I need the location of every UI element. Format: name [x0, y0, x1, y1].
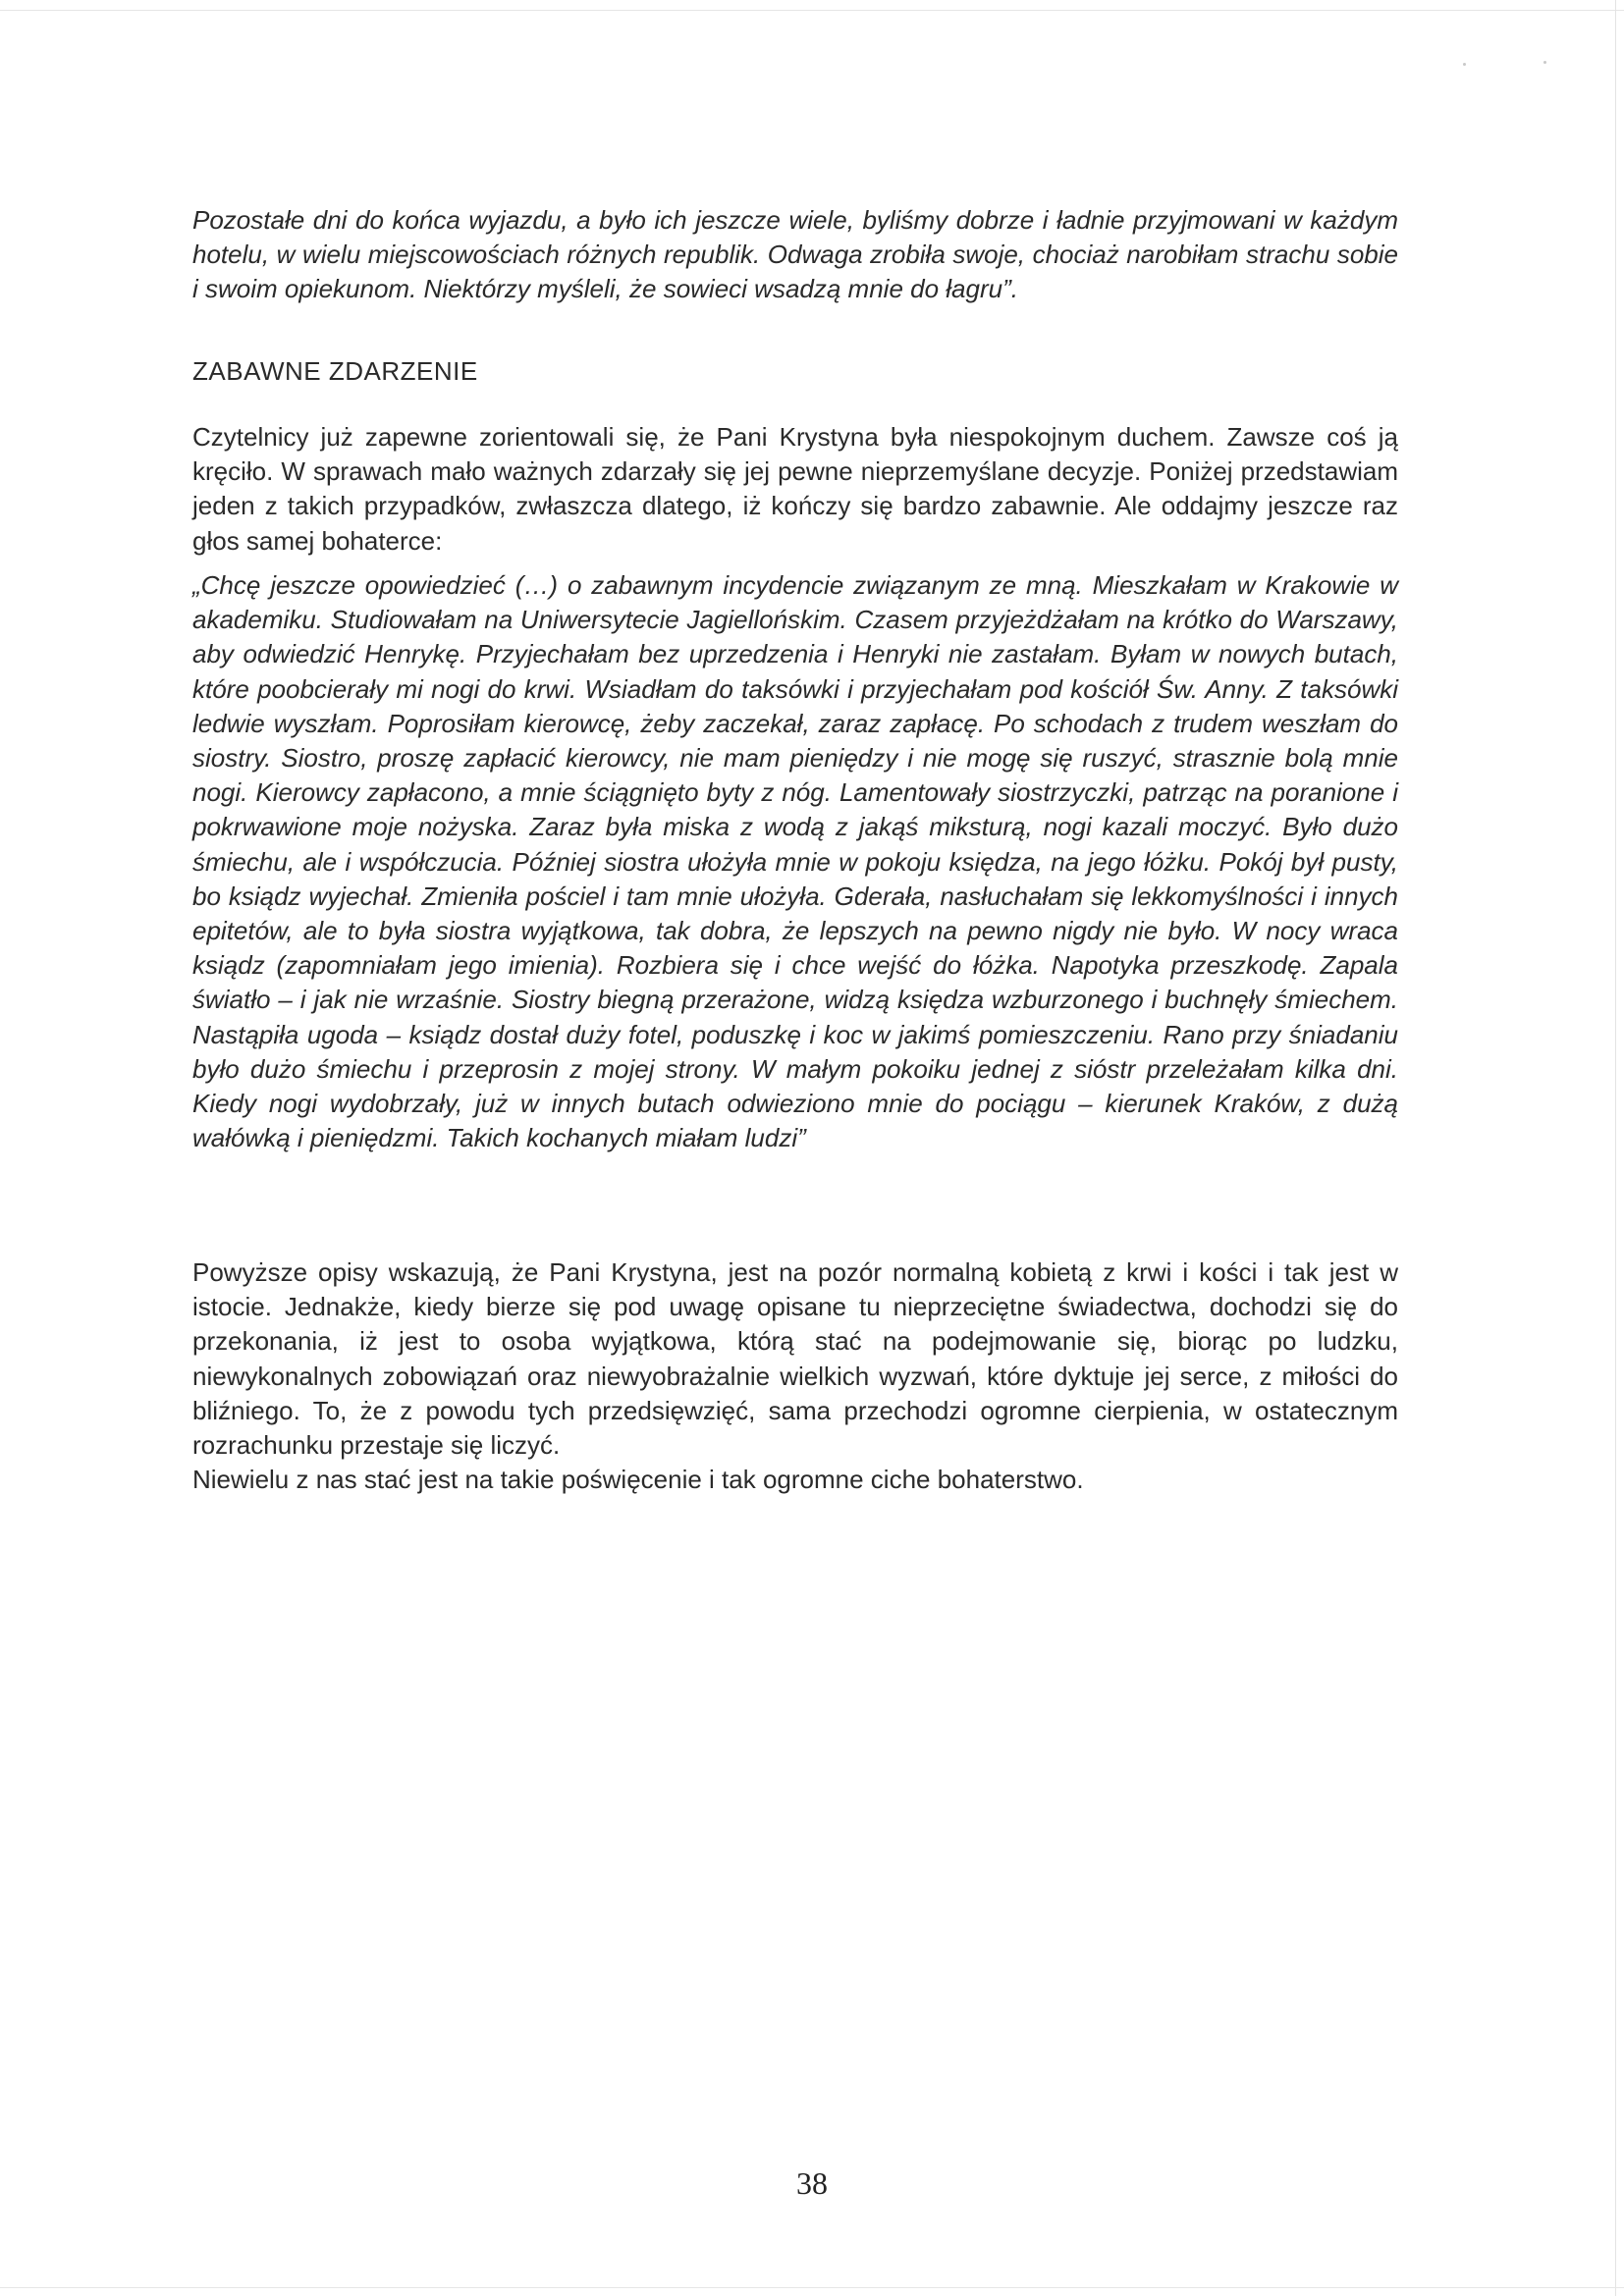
section-intro-text: Czytelnicy już zapewne zorientowali się, że Pani Krystyna była niespokojnym duchem. Zawsze coś ją kręciło. W sprawach mało ważnych zdarzały się jej pewne nieprzemyślane decyzje. Poniżej przedstawiam jeden z takich przypadków, zwłaszcza dlatego, iż kończy się bardzo zabawnie. Ale oddajmy jeszcze raz głos samej bohaterce: [192, 422, 1398, 556]
intro-paragraph [192, 203, 1398, 307]
closing-paragraph [192, 1255, 1398, 1497]
page-bottom-edge [0, 2287, 1624, 2296]
section-intro [192, 420, 1398, 559]
quote-text: „Chcę jeszcze opowiedzieć (…) o zabawnym incydencie związanym ze mną. Mieszkałam w Krakowie w akademiku. Studiowałam na Uniwersytecie Jagiellońskim. Czasem przyjeżdżałam na krótko do Warszawy, aby odwiedzić Henrykę. Przyjechałam bez uprzedzenia i Henryki nie zastałam. Byłam w nowych butach, które poobcierały mi nogi do krwi. Wsiadłam do taksówki i przyjechałam pod kościół Św. Anny. Z taksówki ledwie wyszłam. Poprosiłam kierowcę, żeby zaczekał, zaraz zapłacę. Po schodach z trudem weszłam do siostry. Siostro, proszę zapłacić kierowcy, nie mam pieniędzy i nie mogę się ruszyć, strasznie bolą mnie nogi. Kierowcy zapłacono, a mnie ściągnięto byty z nóg. Lamentowały siostrzyczki, patrząc na poranione i pokrwawione moje nożyska. Zaraz była miska z wodą z jakąś miksturą, nogi kazali moczyć. Było dużo śmiechu, ale i współczucia. Później siostra ułożyła mnie w pokoju księdza, na jego łóżku. Pokój był pusty, bo ksiądz wyjechał. Zmieniła pościel i tam mnie ułożyła. Gderała, nasłuchałam się lekkomyślności i innych epitetów, ale to była siostra wyjątkowa, tak dobra, że lepszych na pewno nigdy nie było. W nocy wraca ksiądz (zapomniałam jego imienia). Rozbiera się i chce wejść do łóżka. Napotyka przeszkodę. Zapala światło – i jak nie wrzaśnie. Siostry biegną przerażone, widzą księdza wzburzonego i buchnęły śmiechem. Nastąpiła ugoda – ksiądz dostał duży fotel, poduszkę i koc w jakimś pomieszczeniu. Rano przy śniadaniu było dużo śmiechu i przeprosin z mojej strony. W małym pokoiku jednej z sióstr przeleżałam kilka dni. Kiedy nogi wydobrzały, już w innych butach odwieziono mnie do pociągu – kierunek Kraków, z dużą wałówką i pieniędzmi. Takich kochanych miałam ludzi” [192, 570, 1398, 1153]
page-top-edge [0, 0, 1624, 11]
section-heading: ZABAWNE ZDARZENIE [192, 356, 478, 386]
intro-paragraph-text: Pozostałe dni do końca wyjazdu, a było ich jeszcze wiele, byliśmy dobrze i ładnie przyjmowani w każdym hotelu, w wielu miejscowościach różnych republik. Odwaga zrobiła swoje, chociaż narobiłam strachu sobie i swoim opiekunom. Niektórzy myśleli, że sowieci wsadzą mnie do łagru”. [192, 205, 1398, 304]
page-number: 38 [796, 2165, 828, 2201]
scan-speck [1543, 61, 1546, 64]
closing-paragraph-text: Powyższe opisy wskazują, że Pani Krystyna, jest na pozór normalną kobietą z krwi i kości i tak jest w istocie. Jednakże, kiedy bierze się pod uwagę opisane tu nieprzeciętne świadectwa, dochodzi się do przekonania, iż jest to osoba wyjątkowa, którą stać na podejmowanie się, biorąc po ludzku, niewykonalnych zobowiązań oraz niewyobrażalnie wielkich wyzwań, które dyktuje jej serce, z miłości do bliźniego. To, że z powodu tych przedsięwzięć, sama przechodzi ogromne cierpienia, w ostatecznym rozrachunku przestaje się liczyć. [192, 1257, 1398, 1461]
scan-speck [1463, 63, 1466, 66]
final-line: Niewielu z nas stać jest na takie poświęcenie i tak ogromne ciche bohaterstwo. [192, 1465, 1084, 1495]
quote-block [192, 568, 1398, 1155]
page-right-edge [1615, 0, 1624, 2296]
